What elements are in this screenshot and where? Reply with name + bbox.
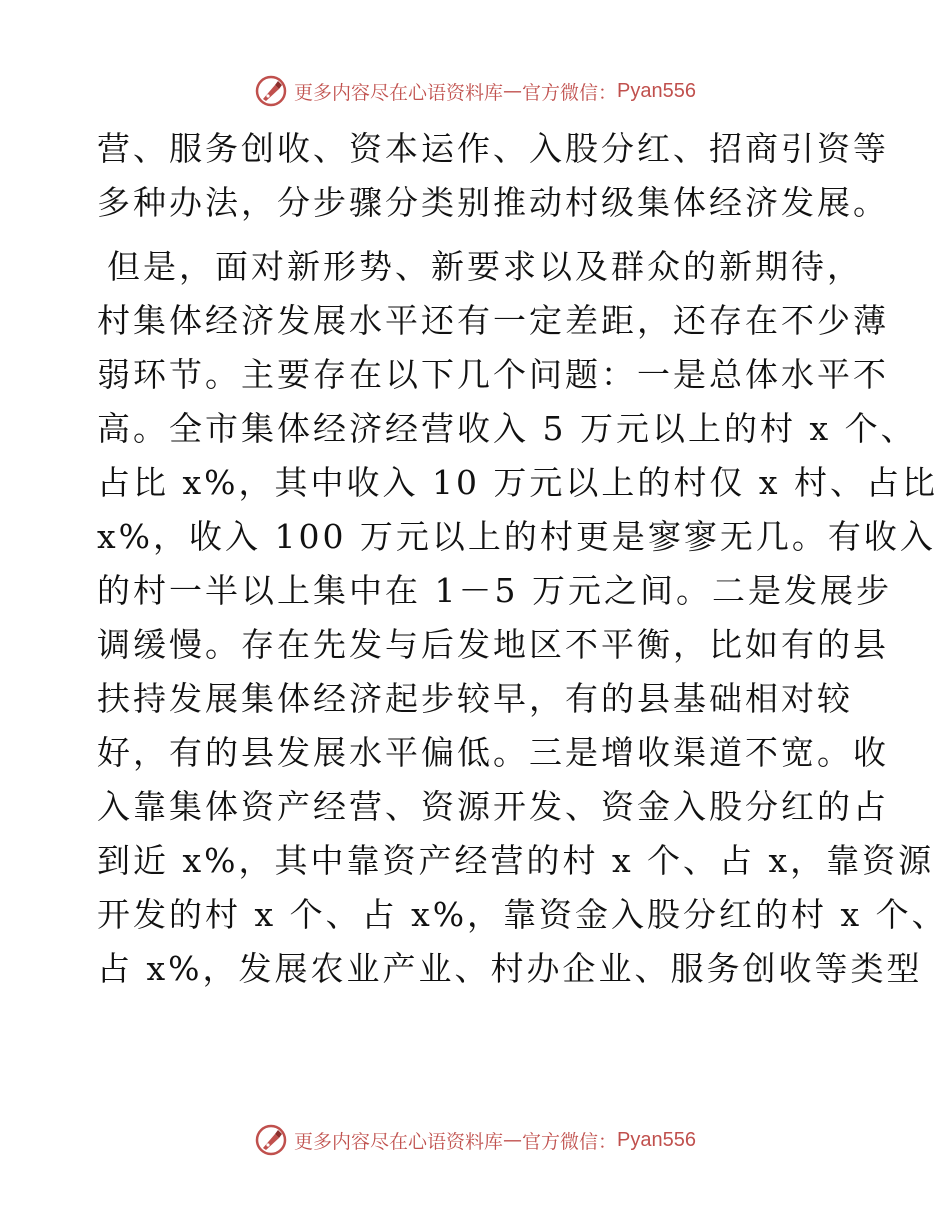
pen-nib-logo-icon (254, 1123, 288, 1157)
text-line: 扶持发展集体经济起步较早，有的县基础相对较 (97, 679, 853, 718)
header-watermark (0, 74, 950, 108)
footer-brand-text: 更多内容尽在心语资料库 (294, 1130, 504, 1153)
text-line: x%，收入 100 万元以上的村更是寥寥无几。有收入 (97, 517, 936, 556)
text-line: 的村一半以上集中在 1－5 万元之间。二是发展步 (97, 571, 892, 610)
text-line: 开发的村 x 个、占 x%，靠资金入股分红的村 x 个、 (97, 895, 948, 934)
text-line: 但是，面对新形势、新要求以及群众的新期待， (107, 247, 863, 286)
header-dash: — (503, 80, 523, 102)
text-line: 高。全市集体经济经营收入 5 万元以上的村 x 个、 (97, 409, 917, 448)
text-line: 到近 x%，其中靠资产经营的村 x 个、占 x，靠资源 (97, 841, 935, 880)
footer-wechat-label: 官方微信： (522, 1130, 618, 1153)
text-line: 入靠集体资产经营、资源开发、资金入股分红的占 (97, 787, 889, 826)
text-line: 弱环节。主要存在以下几个问题：一是总体水平不 (97, 355, 889, 394)
text-line: 调缓慢。存在先发与后发地区不平衡，比如有的县 (97, 625, 889, 664)
header-wechat-label: 官方微信： (522, 81, 618, 104)
text-line: 占 x%，发展农业产业、村办企业、服务创收等类型 (97, 949, 923, 988)
footer-watermark (0, 1123, 950, 1157)
text-line: 营、服务创收、资本运作、入股分红、招商引资等 (97, 129, 889, 168)
text-line: 多种办法，分步骤分类别推动村级集体经济发展。 (97, 183, 889, 222)
header-wechat-id: Pyan556 (617, 79, 696, 102)
text-line: 占比 x%，其中收入 10 万元以上的村仅 x 村、占比 (97, 463, 939, 502)
footer-dash: — (503, 1129, 523, 1151)
header-brand-text: 更多内容尽在心语资料库 (294, 81, 504, 104)
footer-wechat-id: Pyan556 (617, 1128, 696, 1151)
text-line: 好，有的县发展水平偏低。三是增收渠道不宽。收 (97, 733, 889, 772)
document-body (97, 122, 948, 996)
text-line: 村集体经济发展水平还有一定差距，还存在不少薄 (97, 301, 889, 340)
pen-nib-logo-icon (254, 74, 288, 108)
